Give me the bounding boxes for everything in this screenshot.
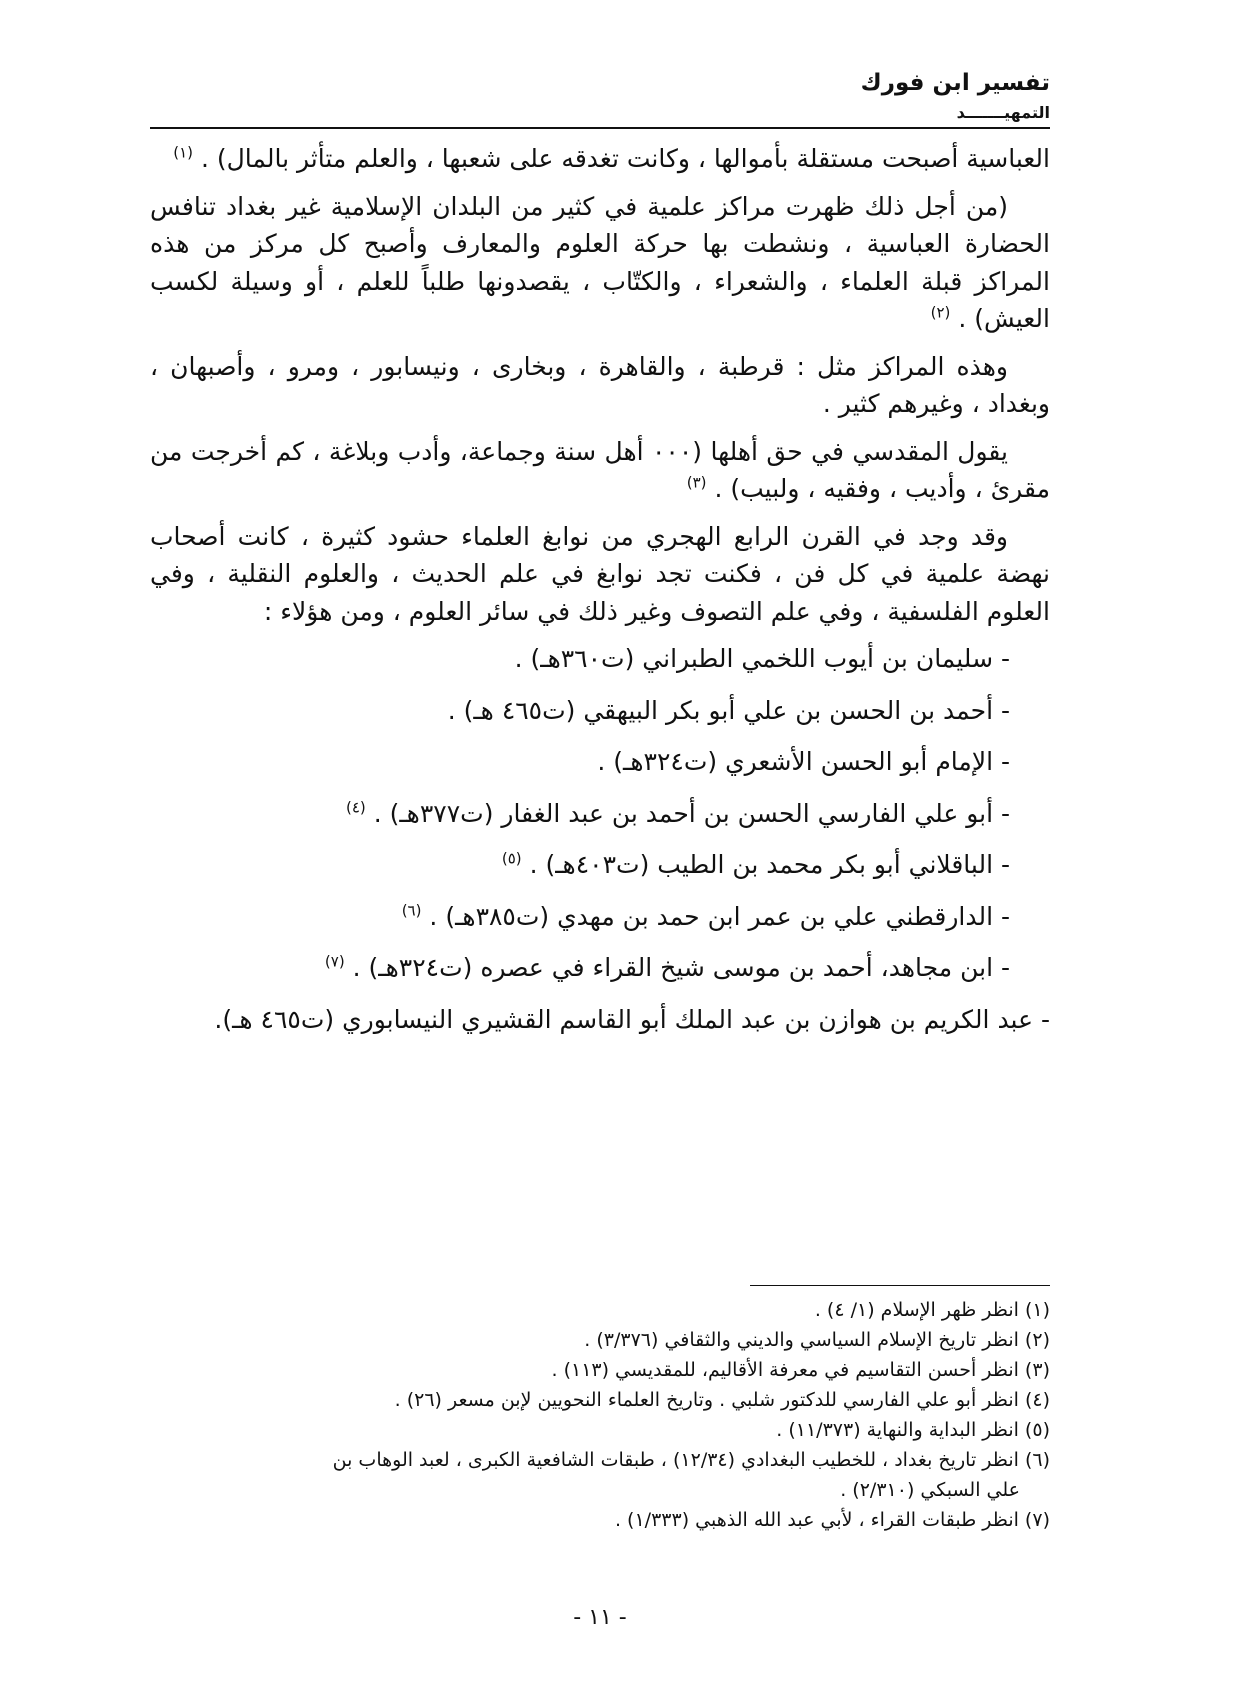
footnote: (٥) انظر البداية والنهاية (١١/٣٧٣) . [776,1419,1050,1441]
paragraph: وهذه المراكز مثل : قرطبة ، والقاهرة ، وبخارى ، ونيسابور ، ومرو ، وأصبهان ، وبغداد ، وغيرهم كثير . [150,351,1050,418]
footnote-separator [750,1285,1050,1286]
page-number: - ١١ - [573,1605,627,1630]
scholars-list [150,640,1050,1038]
footnotes [150,1295,1050,1535]
footnote-ref: (٤) [345,798,366,817]
footnote-ref: (٥) [501,849,522,868]
paragraph: يقول المقدسي في حق أهلها (٠٠٠ أهل سنة وجماعة، وأدب وبلاغة ، كم أخرجت من مقرئ ، وأديب ، وفقيه ، ولبيب) . $^{(٣)}$ [150,436,1050,503]
footnote: (٤) انظر أبو علي الفارسي للدكتور شلبي . وتاريخ العلماء النحويين لإبن مسعر (٢٦) . [394,1389,1050,1411]
paragraph: وقد وجد في القرن الرابع الهجري من نوابغ العلماء حشود كثيرة ، كانت أصحاب نهضة علمية في كل فن ، فكنت تجد نوابغ في علم الحديث ، والعلوم النقلية ، وفي العلوم الفلسفية ، وفي علم التصوف وغير ذلك في سائر العلوم ، ومن هؤلاء : [150,521,1050,626]
paragraph: العباسية أصبحت مستقلة بأموالها ، وكانت تغدقه على شعبها ، والعلم متأثر بالمال) . $^{(١)}$ [173,143,1050,173]
footnote-continuation: علي السبكي (٢/٣١٠) . [840,1479,1020,1501]
footnote: (٧) انظر طبقات القراء ، لأبي عبد الله الذهبي (١/٣٣٣) . [614,1509,1050,1531]
running-header-title: تفسير ابن فورك [860,70,1050,96]
paragraph: (من أجل ذلك ظهرت مراكز علمية في كثير من البلدان الإسلامية غير بغداد تنافس الحضارة العباسية ، ونشطت بها حركة العلوم والمعارف وأصبح كل مركز من هذه المراكز قبلة العلماء ، والشعراء ، والكتّاب ، يقصدونها طلباً للعلم ، أو وسيلة لكسب العيش) . $^{(٢)}$ [150,191,1050,333]
main-text [150,140,1050,1038]
header-rule [150,127,1050,129]
list-item: - ابن مجاهد، أحمد بن موسى شيخ القراء في عصره (ت٣٢٤هـ) . $^{(٧)}$ [324,952,1010,982]
list-item: - عبد الكريم بن هوازن بن عبد الملك أبو القاسم القشيري النيسابوري (ت٤٦٥ هـ). [214,1004,1050,1034]
list-item: - الباقلاني أبو بكر محمد بن الطيب (ت٤٠٣هـ) . $^{(٥)}$ [501,849,1010,879]
footnote: (٦) انظر تاريخ بغداد ، للخطيب البغدادي (١٢/٣٤) ، طبقات الشافعية الكبرى ، لعبد الوهاب بن علي السبكي (٢/٣١٠) . [150,1445,1050,1505]
list-item: - الإمام أبو الحسن الأشعري (ت٣٢٤هـ) . [597,747,1010,776]
list-item: - سليمان بن أيوب اللخمي الطبراني (ت٣٦٠هـ) . [514,644,1010,673]
footnote: (٣) انظر أحسن التقاسيم في معرفة الأقاليم، للمقديسي (١١٣) . [551,1359,1050,1381]
footnote: (٢) انظر تاريخ الإسلام السياسي والديني والثقافي (٣/٣٧٦) . [584,1329,1050,1351]
running-header-section: التمهيـــــــد [956,103,1050,122]
list-item: - أحمد بن الحسن بن علي أبو بكر البيهقي (ت٤٦٥ هـ) . [447,695,1010,725]
footnote-ref: (٧) [324,952,345,971]
footnote-ref: (٢) [930,303,951,322]
footnote: (١) انظر ظهر الإسلام (١/ ٤) . [814,1299,1050,1321]
footnote-ref: (٣) [686,473,707,492]
list-item: - أبو علي الفارسي الحسن بن أحمد بن عبد الغفار (ت٣٧٧هـ) . $^{(٤)}$ [345,798,1010,828]
document-page [150,0,1050,1696]
footnote-ref: (١) [173,143,193,162]
footnote-ref: (٦) [401,901,422,920]
list-item: - الدارقطني علي بن عمر ابن حمد بن مهدي (ت٣٨٥هـ) . $^{(٦)}$ [401,901,1010,931]
